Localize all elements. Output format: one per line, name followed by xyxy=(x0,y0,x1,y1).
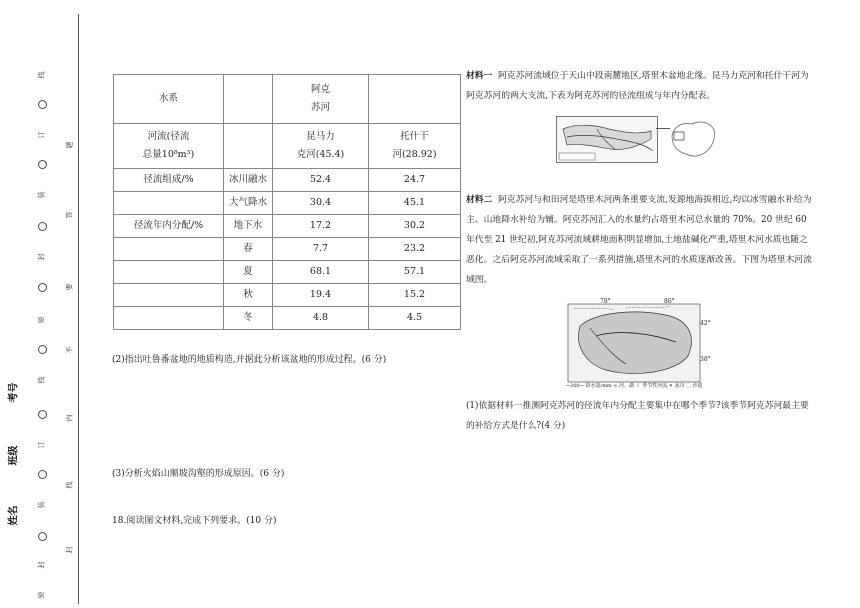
longitude-left: 78° xyxy=(600,298,611,305)
margin-char: 装 xyxy=(37,501,46,509)
table-cell: 大气降水 xyxy=(224,192,273,215)
table-cell xyxy=(224,75,273,124)
table-cell: 23.2 xyxy=(369,238,461,261)
table-cell: 7.7 xyxy=(273,238,369,261)
binding-hole xyxy=(38,410,47,419)
binding-hole xyxy=(38,470,47,479)
margin-char: 密 xyxy=(37,316,46,324)
margin-char: 线 xyxy=(37,71,46,79)
inner-char: 不 xyxy=(65,346,74,354)
table-cell: 19.4 xyxy=(273,284,369,307)
table-cell: 冬 xyxy=(224,307,273,330)
table-cell: 冰川融水 xyxy=(224,169,273,192)
longitude-right: 86° xyxy=(664,298,675,305)
table-cell: 30.2 xyxy=(369,215,461,238)
margin-char: 封 xyxy=(37,253,46,261)
table-cell: 57.1 xyxy=(369,261,461,284)
binding-margin xyxy=(0,0,80,608)
table-cell: 4.5 xyxy=(369,307,461,330)
china-inset-map xyxy=(668,116,718,161)
table-cell: 阿克 苏河 xyxy=(273,75,369,124)
margin-char: 密 xyxy=(37,591,46,599)
material-2-label: 材料二 xyxy=(466,195,493,205)
map-legend: ~200~ 降水量/mm ≈ 河、湖 ⌇ 季节性河流 ✶ 冰川 ⬚ 沙漠 xyxy=(566,383,703,389)
binding-hole xyxy=(38,100,47,109)
table-row xyxy=(114,215,461,238)
latitude-bottom: 38° xyxy=(700,356,711,363)
material-1-text: 阿克苏河流域位于天山中段南麓地区,塔里木盆地北缘。昆马力克河和托什干河为阿克苏河的两大支流,下表为阿克苏河的径流组成与年内分配表。 xyxy=(466,71,809,101)
name-label: 姓名 xyxy=(8,505,20,526)
binding-hole xyxy=(38,345,47,354)
exam-number-label: 考号 xyxy=(8,382,20,403)
table-row xyxy=(114,124,461,169)
table-cell: 52.4 xyxy=(273,169,369,192)
table-cell: 45.1 xyxy=(369,192,461,215)
question-3: (3)分析火焰山顺坡沟壑的形成原因。(6 分) xyxy=(112,469,285,479)
runoff-table xyxy=(113,74,461,330)
table-cell: 秋 xyxy=(224,284,273,307)
table-row xyxy=(114,307,461,330)
table-row xyxy=(114,238,461,261)
table-cell: 17.2 xyxy=(273,215,369,238)
table-cell: 30.4 xyxy=(273,192,369,215)
table-cell: 68.1 xyxy=(273,261,369,284)
table-cell xyxy=(369,75,461,124)
binding-hole xyxy=(38,532,47,541)
latitude-top: 42° xyxy=(700,320,711,327)
material-1 xyxy=(466,66,816,106)
question-1: (1)依据材料一推测阿克苏河的径流年内分配主要集中在哪个季节?该季节阿克苏河最主要的补给方式是什么?(4 分) xyxy=(466,401,809,431)
inner-char: 答 xyxy=(65,211,74,219)
margin-char: 线 xyxy=(37,376,46,384)
table-cell: 地下水 xyxy=(224,215,273,238)
inner-char: 内 xyxy=(65,414,74,422)
table-row xyxy=(114,192,461,215)
question-18: 18.阅读图文材料,完成下列要求。(10 分) xyxy=(112,516,277,526)
aksu-basin-map xyxy=(556,116,658,163)
table-cell: 春 xyxy=(224,238,273,261)
binding-line xyxy=(78,14,79,604)
table-cell: 4.8 xyxy=(273,307,369,330)
class-label: 班级 xyxy=(8,445,20,466)
table-cell xyxy=(114,307,224,330)
table-cell xyxy=(224,124,273,169)
table-cell: 河流(径流 总量10⁸m³) xyxy=(114,124,224,169)
table-cell: 径流年内分配/% xyxy=(114,215,224,238)
table-cell xyxy=(114,284,224,307)
inner-char: 线 xyxy=(65,481,74,489)
inner-char: 封 xyxy=(65,546,74,554)
binding-hole xyxy=(38,222,47,231)
table-cell: 径流组成/% xyxy=(114,169,224,192)
tarim-basin-map xyxy=(566,298,710,390)
binding-hole xyxy=(38,283,47,292)
table-cell xyxy=(114,261,224,284)
table-cell xyxy=(114,192,224,215)
table-cell: 24.7 xyxy=(369,169,461,192)
table-cell: 水系 xyxy=(114,75,224,124)
table-row xyxy=(114,284,461,307)
binding-hole xyxy=(38,160,47,169)
table-cell: 托什干 河(28.92) xyxy=(369,124,461,169)
inner-char: 要 xyxy=(65,283,74,291)
margin-char: 订 xyxy=(37,441,46,449)
material-2 xyxy=(466,190,816,290)
material-1-label: 材料一 xyxy=(466,71,493,81)
material-2-text: 阿克苏河与和田河是塔里木河两条重要支流,发源地海拔相近,均以冰雪融水补给为主、山地降水补给为辅。阿克苏河汇入的水量约占塔里木河总水量的 70%。20 世纪 60 年代至 21 世纪初,阿克苏河流域耕地面积明显增加,土地盐碱化严重,塔里木河水质也随之恶化。之后阿克苏河流域采取了一系列措施,塔里木河的水质逐渐改善。下图为塔里木河流域图。 xyxy=(466,195,812,285)
table-cell: 昆马力 克河(45.4) xyxy=(273,124,369,169)
table-cell xyxy=(114,238,224,261)
margin-char: 封 xyxy=(37,561,46,569)
margin-char: 订 xyxy=(37,131,46,139)
table-row xyxy=(114,261,461,284)
question-2: (2)指出吐鲁番盆地的地质构造,并据此分析该盆地的形成过程。(6 分) xyxy=(112,355,387,365)
inner-char: 题 xyxy=(65,141,74,149)
table-cell: 夏 xyxy=(224,261,273,284)
map-connector-line xyxy=(656,128,670,129)
margin-char: 装 xyxy=(37,191,46,199)
table-row xyxy=(114,169,461,192)
table-cell: 15.2 xyxy=(369,284,461,307)
